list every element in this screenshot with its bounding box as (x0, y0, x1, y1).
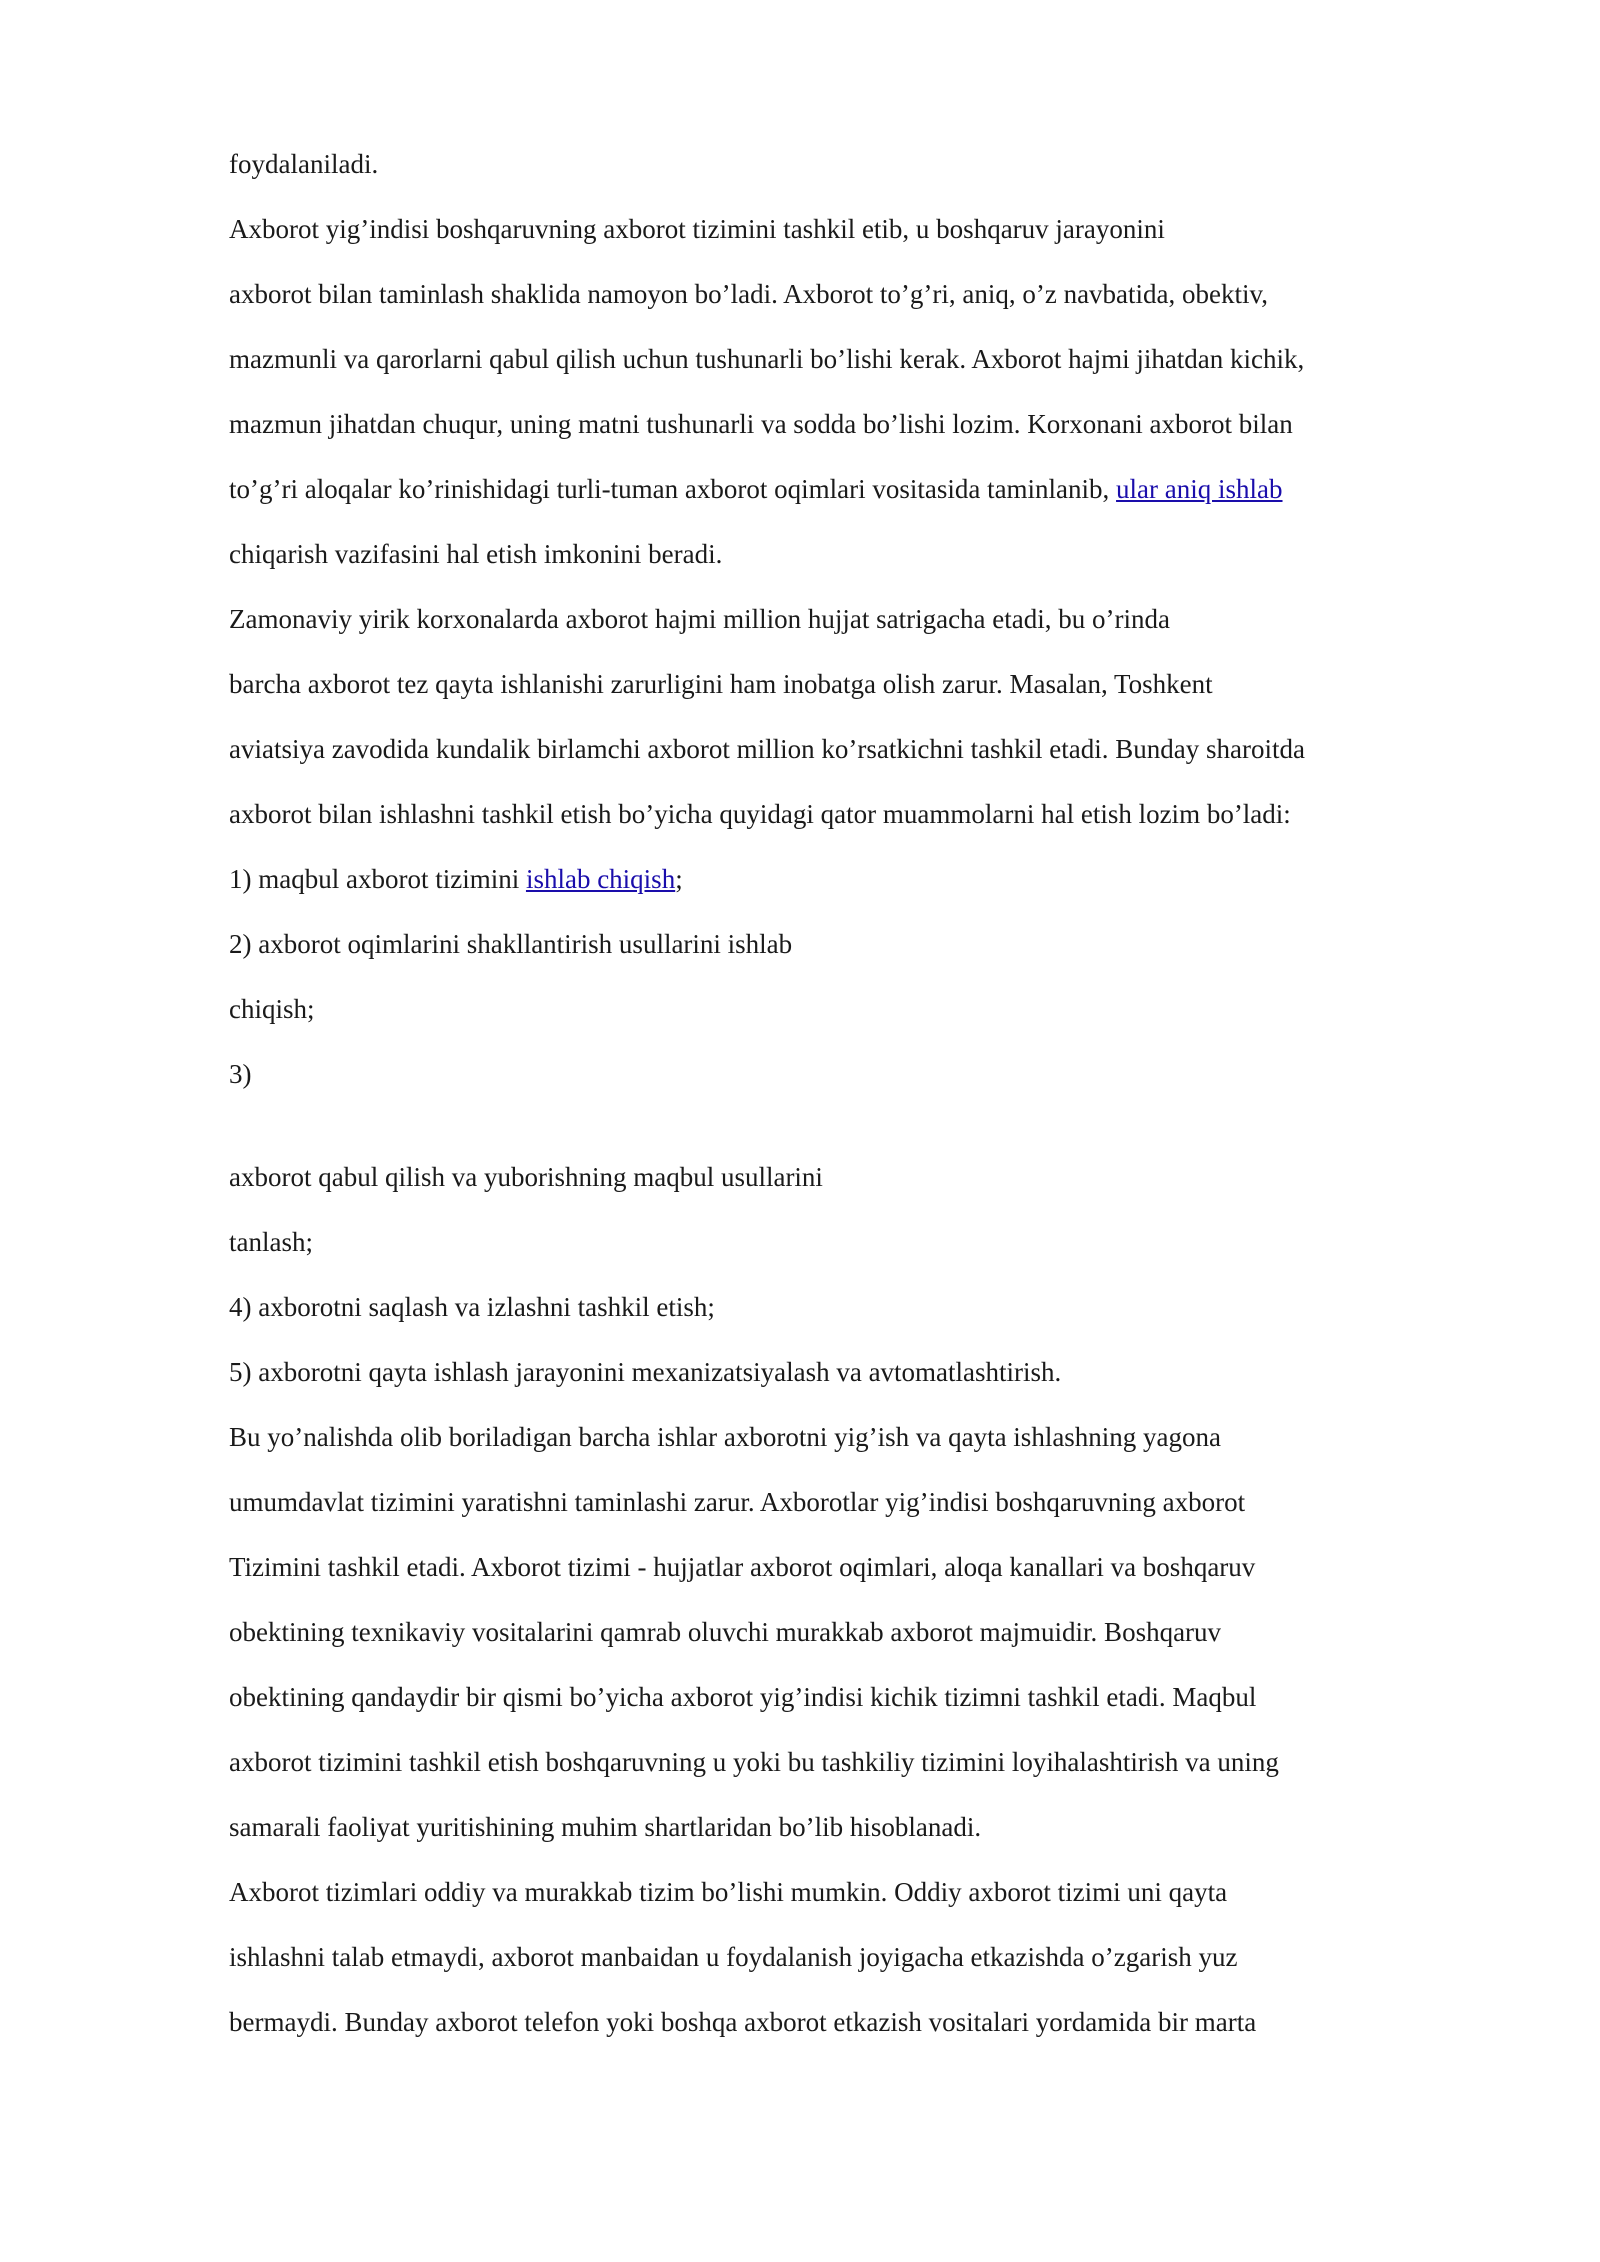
paragraph-line: Bu yo’nalishda olib boriladigan barcha ishlar axborotni yig’ish va qayta ishlashning yagona (229, 1422, 1222, 1452)
paragraph-line-with-link (229, 863, 683, 895)
line-text: 1) maqbul axborot tizimini (229, 864, 526, 894)
paragraph-line: axborot bilan taminlash shaklida namoyon bo’ladi. Axborot to’g’ri, aniq, o’z navbatida, obektiv, (229, 279, 1269, 309)
paragraph-line: mazmun jihatdan chuqur, uning matni tushunarli va sodda bo’lishi lozim. Korxonani axborot bilan (229, 409, 1293, 439)
paragraph-line: foydalaniladi. (229, 149, 379, 179)
line-text: to’g’ri aloqalar ko’rinishidagi turli-tuman axborot oqimlari vositasida taminlanib, (229, 474, 1117, 504)
paragraph-line: chiqish; (229, 994, 315, 1024)
paragraph-line: obektining texnikaviy vositalarini qamrab oluvchi murakkab axborot majmuidir. Boshqaruv (229, 1617, 1222, 1647)
paragraph-line: Axborot yig’indisi boshqaruvning axborot tizimini tashkil etib, u boshqaruv jarayonini (229, 214, 1165, 244)
paragraph-line: axborot bilan ishlashni tashkil etish bo’yicha quyidagi qator muammolarni hal etish lozim bo’ladi: (229, 799, 1291, 829)
paragraph-line: axborot tizimini tashkil etish boshqaruvning u yoki bu tashkiliy tizimini loyihalashtirish va uning (229, 1747, 1279, 1777)
paragraph-line: mazmunli va qarorlarni qabul qilish uchun tushunarli bo’lishi kerak. Axborot hajmi jihatdan kichik, (229, 344, 1305, 374)
paragraph-line: tanlash; (229, 1227, 313, 1257)
paragraph-line: Axborot tizimlari oddiy va murakkab tizim bo’lishi mumkin. Oddiy axborot tizimi uni qayta (229, 1877, 1228, 1907)
line-text: ; (675, 864, 683, 894)
paragraph-line: ishlashni talab etmaydi, axborot manbaidan u foydalanish joyigacha etkazishda o’zgarish yuz (229, 1942, 1238, 1972)
paragraph-line: 2) axborot oqimlarini shakllantirish usullarini ishlab (229, 929, 793, 959)
paragraph-line-with-link (229, 473, 1283, 505)
paragraph-line: 5) axborotni qayta ishlash jarayonini mexanizatsiyalash va avtomatlashtirish. (229, 1357, 1062, 1387)
paragraph-line: barcha axborot tez qayta ishlanishi zarurligini ham inobatga olish zarur. Masalan, Toshkent (229, 669, 1213, 699)
paragraph-line: 3) (229, 1059, 252, 1089)
paragraph-line: axborot qabul qilish va yuborishning maqbul usullarini (229, 1162, 823, 1192)
paragraph-line: umumdavlat tizimini yaratishni taminlashi zarur. Axborotlar yig’indisi boshqaruvning axborot (229, 1487, 1246, 1517)
paragraph-line: samarali faoliyat yuritishining muhim shartlaridan bo’lib hisoblanadi. (229, 1812, 982, 1842)
paragraph-line: bermaydi. Bunday axborot telefon yoki boshqa axborot etkazish vositalari yordamida bir marta (229, 2007, 1257, 2037)
paragraph-line: Zamonaviy yirik korxonalarda axborot hajmi million hujjat satrigacha etadi, bu o’rinda (229, 604, 1170, 634)
hyperlink[interactable]: ular aniq ishlab (1116, 474, 1283, 504)
paragraph-line: 4) axborotni saqlash va izlashni tashkil etish; (229, 1292, 715, 1322)
paragraph-line: aviatsiya zavodida kundalik birlamchi axborot million ko’rsatkichni tashkil etadi. Bunday sharoitda (229, 734, 1305, 764)
paragraph-line: obektining qandaydir bir qismi bo’yicha axborot yig’indisi kichik tizimni tashkil etadi. Maqbul (229, 1682, 1257, 1712)
paragraph-line: Tizimini tashkil etadi. Axborot tizimi - hujjatlar axborot oqimlari, aloqa kanallari va boshqaruv (229, 1552, 1256, 1582)
paragraph-line: chiqarish vazifasini hal etish imkonini beradi. (229, 539, 723, 569)
hyperlink[interactable]: ishlab chiqish (525, 864, 676, 894)
